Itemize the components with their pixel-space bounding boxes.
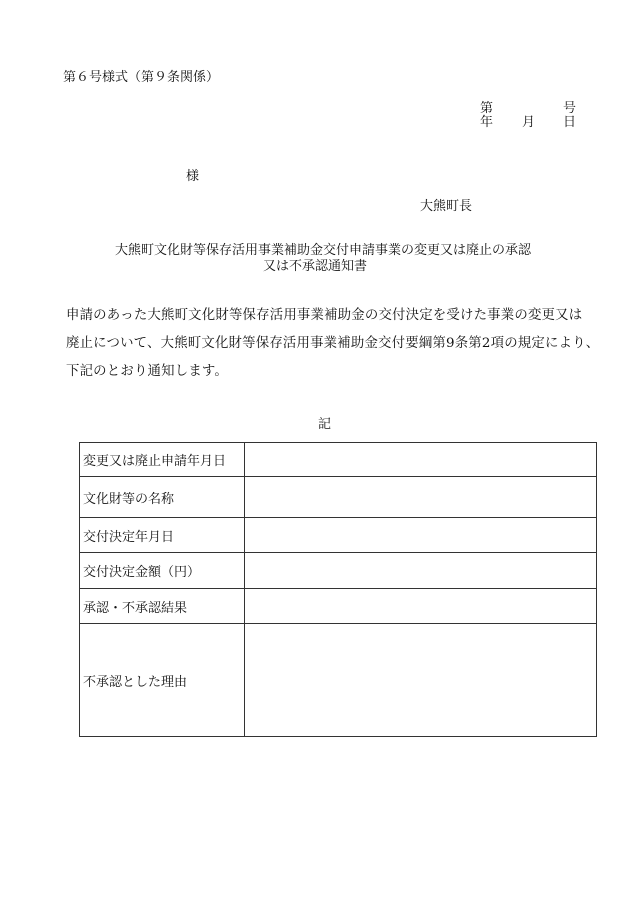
date-line — [480, 111, 577, 130]
date-day: 日 — [563, 115, 577, 130]
row-label-decision-amount: 交付決定金額（円） — [80, 553, 245, 589]
number-prefix: 第 — [480, 101, 494, 116]
body-text-line2: 廃止について、大熊町文化財等保存活用事業補助金交付要綱第9条第2項の規定により、 — [66, 336, 600, 351]
row-value-decision-date[interactable] — [245, 518, 597, 553]
table-row — [80, 477, 597, 518]
body-text-line3: 下記のとおり通知します。 — [66, 364, 229, 379]
document-title-line2: 又は不承認通知書 — [262, 259, 367, 274]
row-label-property-name: 文化財等の名称 — [80, 477, 245, 518]
table-row — [80, 553, 597, 589]
row-label-rejection-reason: 不承認とした理由 — [80, 624, 245, 737]
table-row — [80, 624, 597, 737]
row-value-approval-result[interactable] — [245, 589, 597, 624]
row-label-decision-date: 交付決定年月日 — [80, 518, 245, 553]
row-value-property-name[interactable] — [245, 477, 597, 518]
body-text-line1: 申請のあった大熊町文化財等保存活用事業補助金の交付決定を受けた事業の変更又は — [66, 308, 583, 323]
number-suffix: 号 — [563, 101, 577, 116]
row-label-application-date: 変更又は廃止申請年月日 — [80, 443, 245, 477]
row-label-approval-result: 承認・不承認結果 — [80, 589, 245, 624]
table-row — [80, 589, 597, 624]
details-table — [79, 442, 597, 737]
date-month: 月 — [522, 115, 536, 130]
row-value-rejection-reason[interactable] — [245, 624, 597, 737]
date-year: 年 — [480, 115, 494, 130]
sender-title: 大熊町長 — [420, 199, 473, 214]
addressee-honorific: 様 — [186, 169, 200, 184]
row-value-decision-amount[interactable] — [245, 553, 597, 589]
table-row — [80, 443, 597, 477]
document-title-line1: 大熊町文化財等保存活用事業補助金交付申請事業の変更又は廃止の承認 — [114, 243, 531, 258]
form-number: 第６号様式（第９条関係） — [63, 70, 220, 85]
row-value-application-date[interactable] — [245, 443, 597, 477]
ki-heading: 記 — [318, 417, 332, 432]
table-row — [80, 518, 597, 553]
